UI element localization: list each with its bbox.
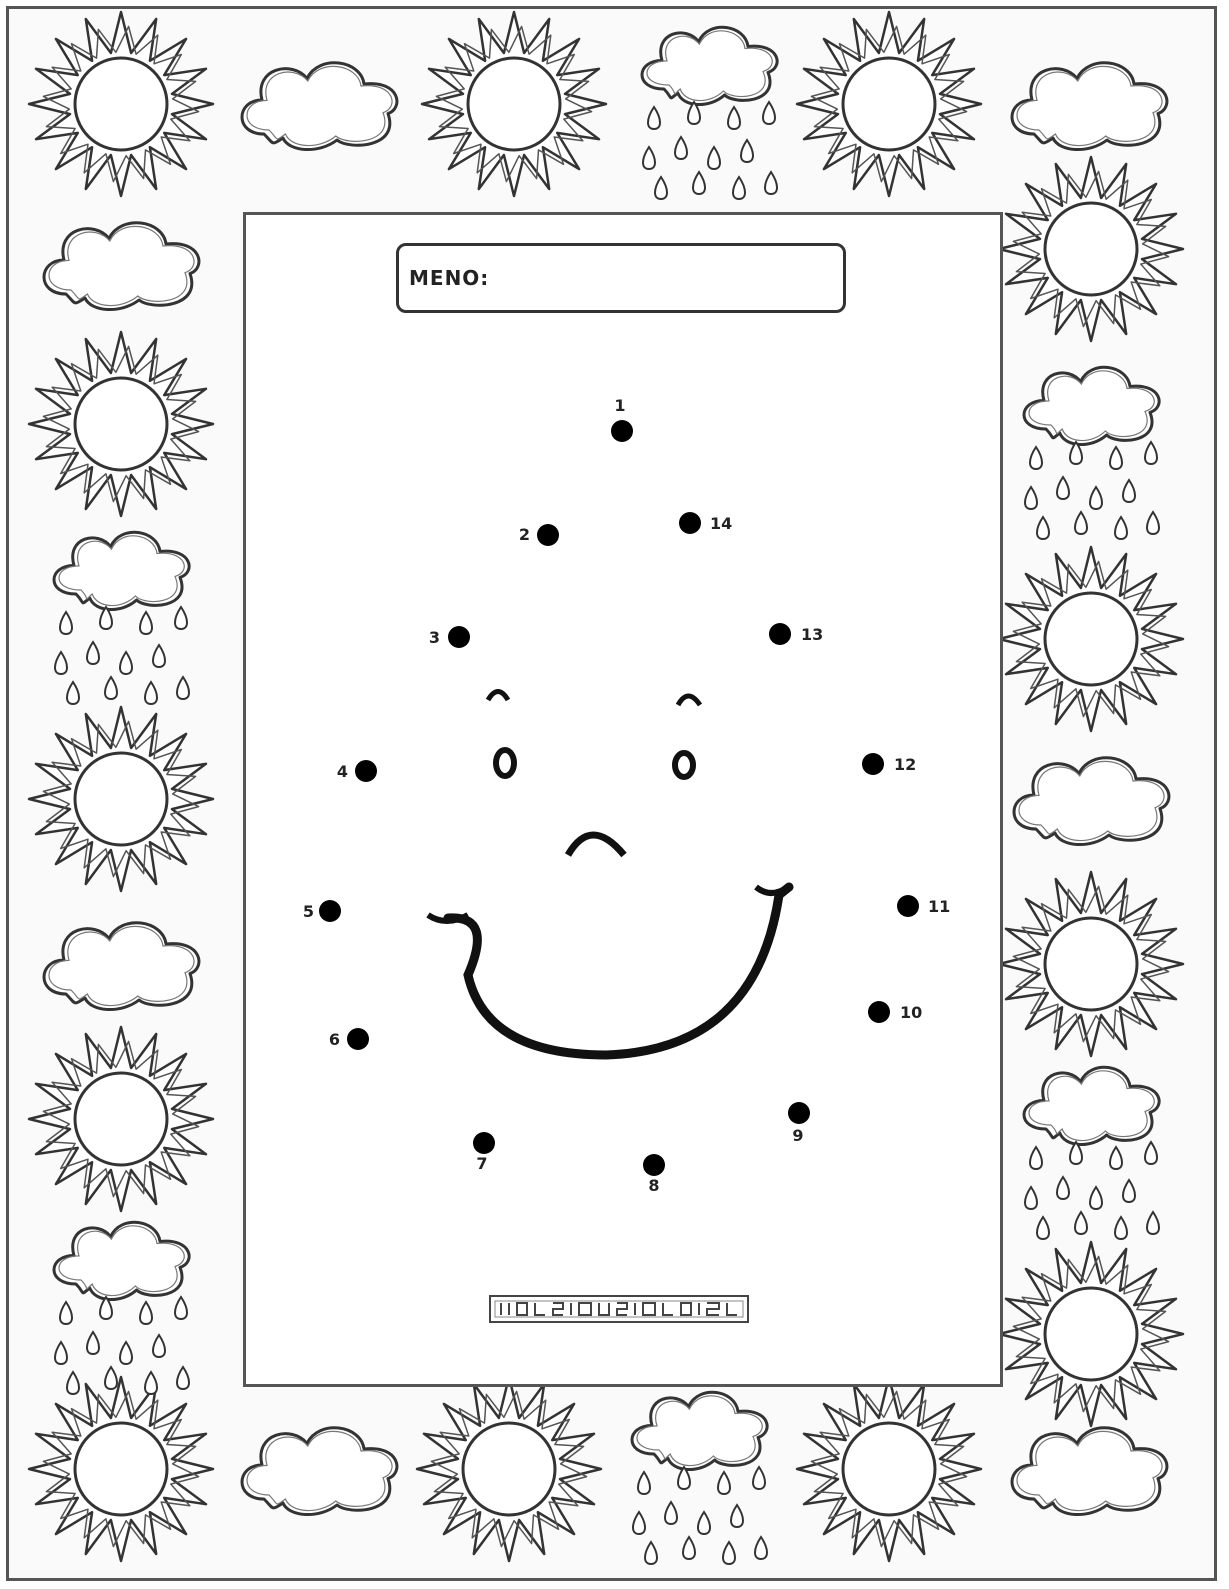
sun-icon: [999, 157, 1183, 341]
dot-7[interactable]: [473, 1132, 495, 1154]
dot-label-3: 3: [428, 628, 440, 647]
cloud-icon: [44, 223, 199, 310]
smile-right-tip: [756, 887, 788, 893]
smile: [448, 887, 789, 1055]
left-eye: [496, 750, 514, 776]
name-label: MENO:: [409, 266, 490, 290]
dot-label-9: 9: [792, 1126, 804, 1145]
dot-label-2: 2: [518, 525, 530, 544]
puzzle-panel: [243, 212, 1003, 1387]
dot-11[interactable]: [897, 895, 919, 917]
dot-label-8: 8: [648, 1176, 660, 1195]
dot-13[interactable]: [769, 623, 791, 645]
right-eyebrow: [678, 696, 700, 705]
cloud-icon: [1012, 63, 1167, 150]
nose: [568, 835, 624, 855]
dot-label-11: 11: [928, 897, 951, 916]
rain-cloud-icon: [54, 1222, 189, 1394]
sun-icon: [999, 547, 1183, 731]
connect-the-dots-puzzle: [246, 215, 1000, 1384]
dot-9[interactable]: [788, 1102, 810, 1124]
dot-3[interactable]: [448, 626, 470, 648]
cloud-icon: [1012, 1428, 1167, 1515]
dot-label-6: 6: [328, 1030, 340, 1049]
cloud-icon: [242, 1428, 397, 1515]
dot-8[interactable]: [643, 1154, 665, 1176]
cloud-icon: [44, 923, 199, 1010]
dot-label-12: 12: [894, 755, 917, 774]
sun-icon: [797, 12, 981, 196]
dot-label-10: 10: [900, 1003, 923, 1022]
dot-1[interactable]: [611, 420, 633, 442]
rain-cloud-icon: [1024, 367, 1159, 539]
publisher-logo: [489, 1295, 749, 1323]
dot-4[interactable]: [355, 760, 377, 782]
sun-icon: [797, 1377, 981, 1561]
dot-14[interactable]: [679, 512, 701, 534]
worksheet-page: [6, 6, 1217, 1581]
dot-10[interactable]: [868, 1001, 890, 1023]
dot-2[interactable]: [537, 524, 559, 546]
rain-cloud-icon: [54, 532, 189, 704]
dot-6[interactable]: [347, 1028, 369, 1050]
rain-cloud-icon: [642, 27, 777, 199]
dot-5[interactable]: [319, 900, 341, 922]
dot-label-4: 4: [336, 762, 348, 781]
cloud-icon: [242, 63, 397, 150]
dot-label-1: 1: [614, 396, 626, 415]
sun-icon: [417, 1377, 601, 1561]
sun-icon: [999, 1242, 1183, 1426]
right-eye: [675, 753, 693, 777]
sun-icon: [29, 707, 213, 891]
sun-icon: [29, 332, 213, 516]
rain-cloud-icon: [1024, 1067, 1159, 1239]
sun-icon: [422, 12, 606, 196]
sun-icon: [29, 1377, 213, 1561]
dot-label-5: 5: [302, 902, 314, 921]
sun-icon: [29, 1027, 213, 1211]
cloud-icon: [1014, 758, 1169, 845]
sun-icon: [29, 12, 213, 196]
dot-label-14: 14: [710, 514, 733, 533]
left-eyebrow: [488, 692, 508, 701]
rain-cloud-icon: [632, 1392, 767, 1564]
sun-icon: [999, 872, 1183, 1056]
dot-12[interactable]: [862, 753, 884, 775]
dot-label-13: 13: [801, 625, 824, 644]
dot-label-7: 7: [476, 1154, 488, 1173]
